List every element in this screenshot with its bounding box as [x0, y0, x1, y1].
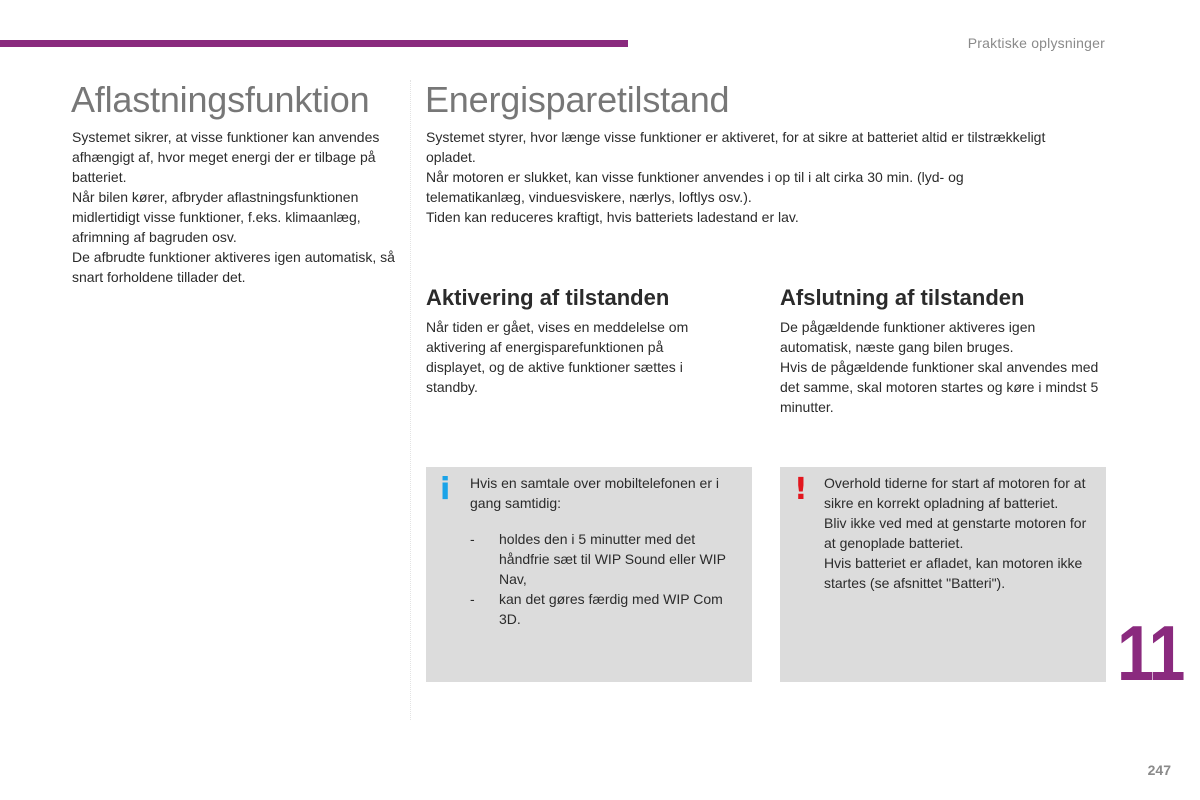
activation-body — [426, 317, 726, 397]
right-title: Energisparetilstand — [425, 79, 730, 120]
warning-paragraph: Hvis batteriet er afladet, kan motoren ikke startes (se afsnittet "Batteri"). — [824, 555, 1083, 591]
warning-icon: ! — [794, 472, 808, 507]
left-paragraph: Når bilen kører, afbryder aflastningsfunktionen midlertidigt visse funktioner, f.eks. klimaanlæg, afrimning af bagruden osv. — [72, 189, 361, 245]
section-header: Praktiske oplysninger — [967, 35, 1105, 51]
info-note-intro: Hvis en samtale over mobiltelefonen er i gang samtidig: — [470, 475, 720, 511]
column-divider — [410, 80, 411, 720]
deactivation-title: Afslutning af tilstanden — [780, 285, 1025, 310]
left-paragraph: De afbrudte funktioner aktiveres igen automatisk, så snart forholdene tillader det. — [72, 249, 395, 285]
info-note-list — [470, 529, 746, 629]
chapter-number: 11 — [1117, 609, 1184, 697]
list-item: - holdes den i 5 minutter med det håndfrie sæt til WIP Sound eller WIP Nav, — [470, 529, 746, 589]
deactivation-paragraph: De pågældende funktioner aktiveres igen automatisk, næste gang bilen bruges. — [780, 319, 1036, 355]
info-icon: i — [440, 472, 451, 507]
info-note — [426, 467, 752, 682]
list-item: - kan det gøres færdig med WIP Com 3D. — [470, 589, 746, 629]
activation-title: Aktivering af tilstanden — [426, 285, 670, 310]
warning-note — [780, 467, 1106, 682]
warning-note-text — [824, 473, 1092, 593]
header-accent-bar — [0, 40, 628, 47]
left-paragraph: Systemet sikrer, at visse funktioner kan anvendes afhængigt af, hvor meget energi der er tilbage på batteriet. — [72, 129, 380, 185]
right-body — [426, 127, 1046, 227]
left-body — [72, 127, 402, 287]
left-title: Aflastningsfunktion — [71, 79, 370, 120]
right-paragraph: Systemet styrer, hvor længe visse funktioner er aktiveret, for at sikre at batteriet altid er tilstrækkeligt opladet. — [426, 129, 1046, 165]
deactivation-body — [780, 317, 1110, 417]
right-paragraph: Tiden kan reduceres kraftigt, hvis batteriets ladestand er lav. — [426, 209, 799, 225]
info-note-text — [470, 473, 746, 629]
right-paragraph: Når motoren er slukket, kan visse funktioner anvendes i op til i alt cirka 30 min. (lyd- og telematikanlæg, vinduesviskere, nærlys, loftlys osv.). — [426, 169, 964, 205]
warning-paragraph: Overhold tiderne for start af motoren for at sikre en korrekt opladning af batteriet. — [824, 475, 1086, 511]
activation-paragraph: Når tiden er gået, vises en meddelelse om aktivering af energisparefunktionen på displayet, og de aktive funktioner sættes i standby. — [426, 319, 689, 395]
page-number: 247 — [1147, 762, 1171, 778]
deactivation-paragraph: Hvis de pågældende funktioner skal anvendes med det samme, skal motoren startes og køre i mindst 5 minutter. — [780, 359, 1099, 415]
warning-paragraph: Bliv ikke ved med at genstarte motoren for at genoplade batteriet. — [824, 515, 1087, 551]
